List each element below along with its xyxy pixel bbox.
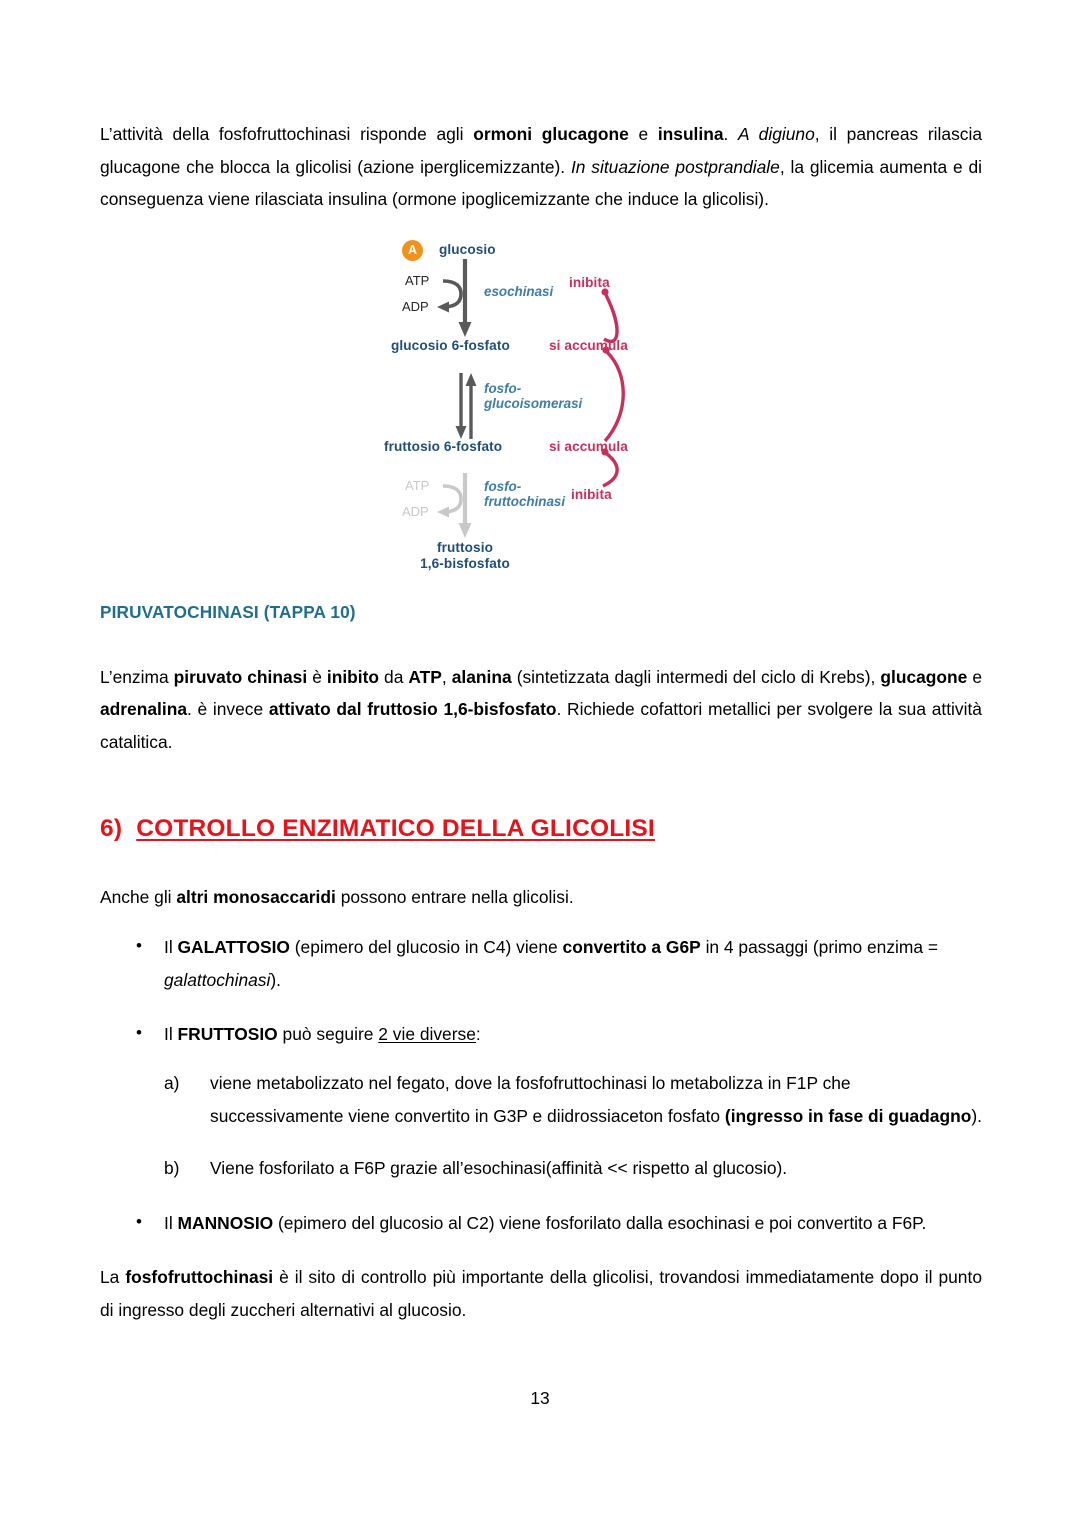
- curve-f6p-inhibits-pfk: [601, 448, 617, 486]
- cofactor-atp-bottom: ATP: [405, 477, 430, 493]
- heading-piruvatochinasi: PIRUVATOCHINASI (TAPPA 10): [100, 601, 356, 622]
- closing-text-2: è il sito di controllo più importante della glicolisi, trovandosi immediatamente dopo il punto di ingresso degli zuccheri alternativi al glucosio.: [100, 1267, 982, 1320]
- spacer-before-section-6: [100, 759, 982, 815]
- sub-item-b-marker: b): [164, 1158, 180, 1179]
- curve-g6p-inhibits-esochinasi: [601, 288, 617, 341]
- mannosio-bold-name: MANNOSIO: [177, 1212, 274, 1233]
- pk-bold-piruvato-chinasi: piruvato chinasi: [173, 666, 308, 687]
- regulation-inibita-esochinasi: inibita: [569, 274, 610, 290]
- spacer-after-piruvatochinasi-heading: [100, 623, 982, 661]
- curve-f6p-accumulates-to-g6p: [602, 346, 623, 441]
- heading-controllo-enzimatico: [100, 815, 982, 843]
- fruttosio-bold-name: FRUTTOSIO: [177, 1024, 278, 1045]
- cofactor-adp-bottom: ADP: [402, 503, 429, 519]
- pk-text-5: (sintetizzata dagli intermedi del ciclo di Krebs),: [511, 666, 881, 687]
- pk-text-1: L’enzima: [100, 666, 174, 687]
- arrow-g6p-to-f6p-forward: [456, 373, 467, 439]
- sub-item-a-text-1: viene metabolizzato nel fegato, dove la fosfofruttochinasi lo metabolizza in F1P che successivamente viene convertito in G3P e diidrossiaceton fosfato: [210, 1072, 851, 1126]
- spacer-before-piruvatochinasi: [100, 582, 982, 602]
- adp-arrowhead-top: [437, 301, 449, 312]
- cofactor-adp-top: ADP: [402, 298, 429, 314]
- regulation-si-accumula-f6p: si accumula: [549, 438, 628, 454]
- pk-text-3: da: [379, 666, 409, 687]
- sub-item-a-bold-ingresso: (ingresso in fase di guadagno: [724, 1105, 972, 1126]
- figure-panel-badge-label: A: [407, 243, 418, 258]
- pk-text-8: . Richiede cofattori metallici per svolgere la sua attività catalitica.: [100, 699, 982, 752]
- pk-text-4: ,: [441, 666, 452, 687]
- pk-text-2: è: [307, 666, 327, 687]
- intro-italic-a-digiuno: A digiuno: [738, 124, 815, 144]
- pk-bold-adrenalina: adrenalina: [100, 699, 187, 720]
- adp-arrowhead-bottom: [437, 506, 449, 517]
- enzyme-esochinasi: esochinasi: [484, 283, 554, 299]
- glycolysis-figure-container: [100, 234, 982, 582]
- closing-paragraph: [100, 1261, 982, 1326]
- galattosio-text-1: Il: [164, 937, 178, 958]
- regulation-si-accumula-g6p: si accumula: [549, 337, 628, 353]
- lead-bold-altri-monosaccaridi: altri monosaccaridi: [176, 886, 336, 907]
- fbp-line-1: fruttosio: [436, 539, 494, 555]
- closing-text-1: La: [100, 1267, 126, 1288]
- galattosio-bold-name: GALATTOSIO: [177, 937, 290, 958]
- galattosio-text-4: ).: [270, 969, 281, 990]
- metabolite-glucosio-6-fosfato: glucosio 6-fosfato: [391, 337, 510, 353]
- intro-text-3: .: [723, 124, 739, 144]
- list-item-fruttosio: [100, 1018, 982, 1184]
- cofactor-atp-top: ATP: [405, 272, 430, 288]
- pk-text-7: . è invece: [187, 699, 269, 720]
- lead-text-1: Anche gli: [100, 886, 177, 907]
- fruttosio-text-1: Il: [164, 1024, 178, 1045]
- pk-bold-inibito: inibito: [326, 666, 380, 687]
- galattosio-italic-enzima: galattochinasi: [164, 969, 271, 990]
- intro-paragraph: [100, 118, 982, 216]
- piruvatochinasi-paragraph: [100, 661, 982, 759]
- spacer-before-bullets: [100, 913, 982, 931]
- pk-bold-glucagone: glucagone: [880, 666, 968, 687]
- closing-bold-fosfofruttochinasi: fosfofruttochinasi: [125, 1267, 274, 1288]
- fruttosio-underline-2-vie: 2 vie diverse: [378, 1024, 476, 1045]
- fruttosio-text-3: :: [475, 1024, 481, 1045]
- lead-text-2: possono entrare nella glicolisi.: [335, 886, 574, 907]
- mannosio-text-1: Il: [164, 1212, 178, 1233]
- pgi-line-2: glucoisomerasi: [484, 396, 583, 412]
- pgi-line-1: fosfo-: [484, 380, 522, 396]
- enzyme-fosfofruttochinasi: [484, 479, 565, 510]
- page-number: 13: [530, 1388, 550, 1408]
- pk-bold-atp: ATP: [408, 666, 442, 687]
- intro-text-1: L’attività della fosfofruttochinasi risponde agli: [100, 124, 474, 144]
- intro-italic-postprandiale: In situazione postprandiale: [570, 156, 780, 177]
- metabolite-fruttosio-1-6-bisfosfato: [405, 540, 525, 573]
- sub-item-b-text-1: Viene fosforilato a F6P grazie all’esochinasi(affinità << rispetto al glucosio).: [210, 1158, 788, 1179]
- galattosio-bold-convertito: convertito a G6P: [562, 937, 701, 958]
- intro-text-5: , la glicemia aumenta e di conseguenza viene rilasciata insulina (ormone ipoglicemizzante che induce la glicolisi).: [100, 156, 983, 210]
- pk-text-6: e: [967, 666, 983, 687]
- metabolite-fruttosio-6-fosfato: fruttosio 6-fosfato: [384, 438, 503, 454]
- pfk-line-1: fosfo-: [484, 478, 522, 494]
- galattosio-text-3: in 4 passaggi (primo enzima =: [700, 937, 939, 958]
- intro-bold-ormoni-glucagone: ormoni glucagone: [473, 124, 629, 144]
- list-item-mannosio: [100, 1207, 982, 1240]
- fruttosio-sub-list: [164, 1067, 982, 1185]
- fruttosio-text-2: può seguire: [277, 1024, 379, 1045]
- mannosio-text-2: (epimero del glucosio al C2) viene fosforilato dalla esochinasi e poi convertito a F6P.: [273, 1212, 927, 1233]
- intro-text-2: e: [628, 124, 658, 144]
- pfk-line-2: fruttochinasi: [484, 494, 566, 510]
- sub-item-a-text-2: ).: [971, 1105, 982, 1126]
- figure-panel-badge-a: [402, 240, 423, 261]
- spacer-after-section-6-heading: [100, 843, 982, 881]
- intro-bold-insulina: insulina: [657, 124, 724, 144]
- fbp-line-2: 1,6-bisfosfato: [420, 556, 510, 572]
- sub-item-a: [164, 1067, 982, 1132]
- arrow-f6p-to-g6p-reverse: [466, 373, 477, 439]
- heading-section-title: COTROLLO ENZIMATICO DELLA GLICOLISI: [136, 814, 655, 842]
- glycolysis-regulation-diagram: [384, 234, 691, 582]
- enzyme-fosfoglucoisomerasi: [484, 381, 582, 412]
- pk-bold-alanina: alanina: [451, 666, 512, 687]
- heading-section-number: 6): [100, 814, 123, 842]
- sub-item-a-marker: a): [164, 1072, 180, 1093]
- galattosio-text-2: (epimero del glucosio in C4) viene: [289, 937, 563, 958]
- intro-text-4: , il pancreas rilascia glucagone che blocca la glicolisi (azione iperglicemizzante).: [100, 124, 983, 177]
- monosaccaridi-bullet-list: [100, 931, 982, 1239]
- metabolite-glucosio: glucosio: [439, 241, 496, 257]
- monosaccaridi-lead-paragraph: [100, 881, 982, 914]
- pk-bold-attivato-fbp: attivato dal fruttosio 1,6-bisfosfato: [268, 699, 557, 720]
- sub-item-b: [164, 1152, 982, 1185]
- list-item-galattosio: [100, 931, 982, 996]
- regulation-inibita-pfk: inibita: [571, 486, 612, 502]
